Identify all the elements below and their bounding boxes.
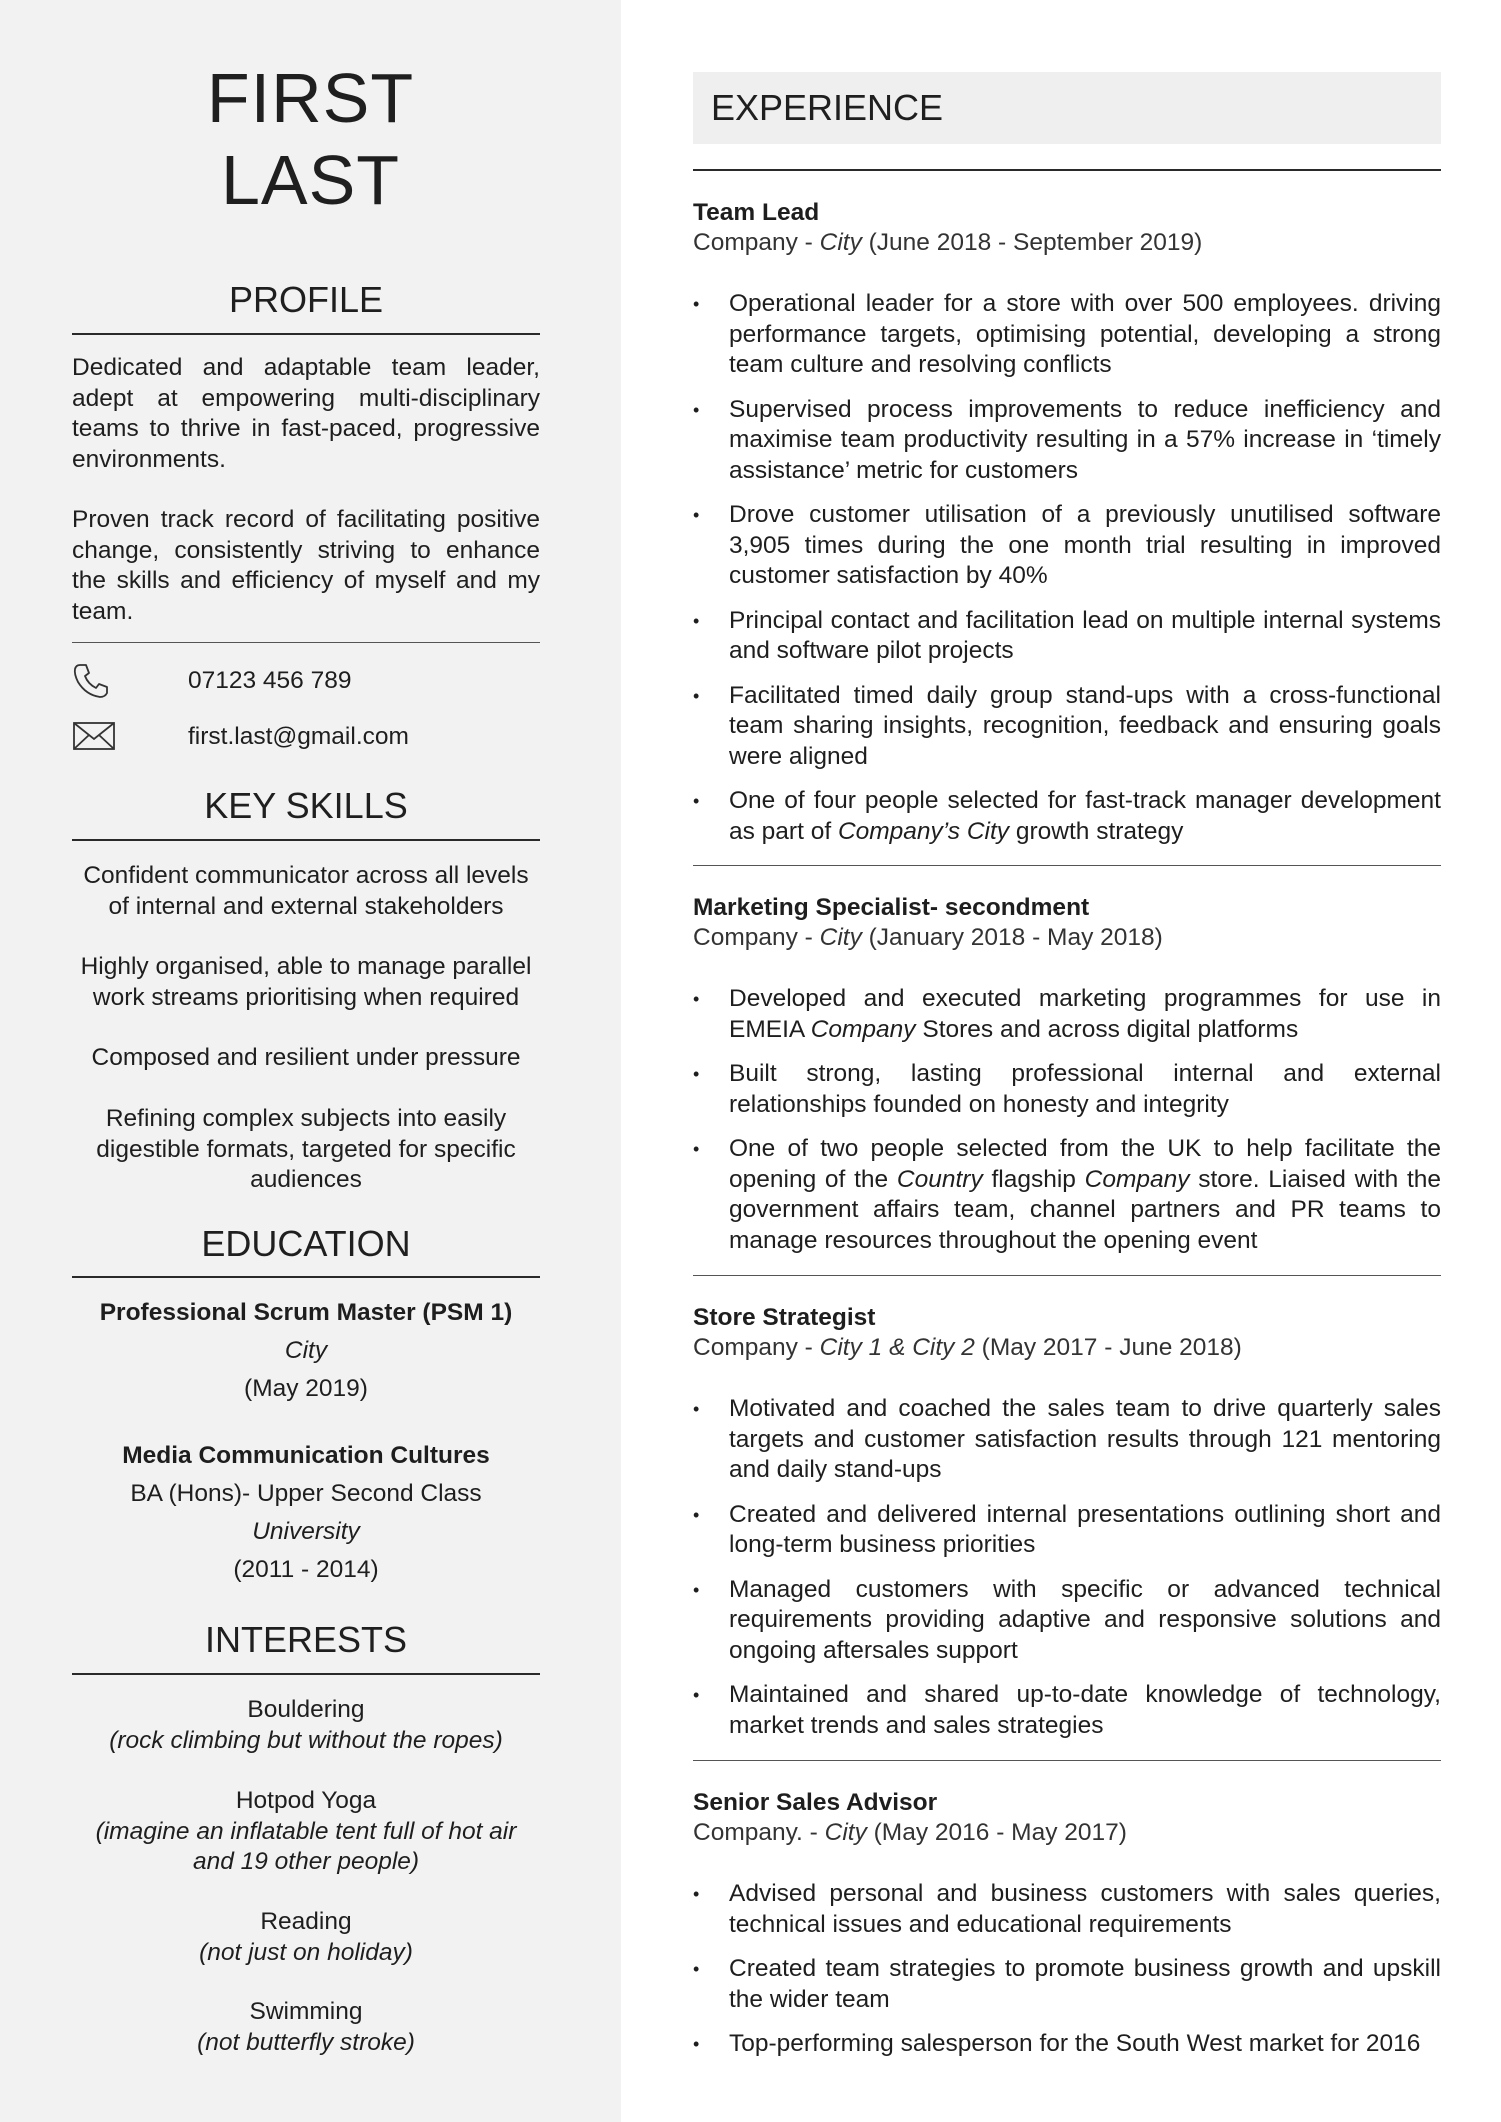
bullet-text: flagship xyxy=(982,1165,1085,1193)
job-separator: - xyxy=(797,229,820,256)
bullet-text: Created team strategies to promote business growth and upskill the wider team xyxy=(729,1955,1448,2013)
job-company: Company xyxy=(693,1334,798,1361)
job-dates: (May 2016 - May 2017) xyxy=(866,1819,1127,1846)
email-address[interactable]: first.last@gmail.com xyxy=(188,723,409,750)
job-bullet xyxy=(693,289,1448,381)
job-bullets xyxy=(693,289,1448,861)
skills-heading: KEY SKILLS xyxy=(204,785,408,826)
profile-paragraph-2: Proven track record of facilitating positive change, consistently striving to enhance the skills and efficiency of myself and my team. xyxy=(72,506,540,625)
job-separator: - xyxy=(797,924,820,951)
bullet-text: Facilitated timed daily group stand-ups with a cross-functional team sharing insights, recognition, feedback and ensuring goals were aligned xyxy=(729,681,1448,770)
job-bullet xyxy=(693,786,1448,847)
skill-item: Refining complex subjects into easily digestible formats, targeted for specific audiences xyxy=(96,1105,516,1193)
job-bullet xyxy=(693,1575,1448,1667)
skill-item: Highly organised, able to manage parallel work streams prioritising when required xyxy=(80,953,532,1011)
job-city: City xyxy=(819,229,862,256)
job-bullet xyxy=(693,1879,1448,1940)
bullet-text: Built strong, lasting professional internal and external relationships founded on honesty and integrity xyxy=(729,1060,1448,1118)
interest-note: (not butterfly stroke) xyxy=(197,2028,415,2056)
bullet-italic-text: Company xyxy=(810,1015,916,1043)
interest-name: Bouldering xyxy=(247,1696,365,1723)
interest-item xyxy=(72,1907,540,1968)
bullet-text: Developed and executed marketing programmes for use in EMEIA xyxy=(729,985,1448,1043)
job-title: Team Lead xyxy=(693,199,820,226)
experience-heading: EXPERIENCE xyxy=(711,87,944,128)
job-bullet xyxy=(693,681,1448,773)
job-bullets xyxy=(693,1394,1448,1755)
bullet-text: Created and delivered internal presentations outlining short and long-term business priorities xyxy=(729,1500,1448,1558)
job-bullet xyxy=(693,1954,1448,2015)
education-date-1: (May 2019) xyxy=(244,1375,368,1402)
job-bullet xyxy=(693,1134,1448,1256)
bullet-text: Advised personal and business customers with sales queries, technical issues and educational requirements xyxy=(729,1880,1448,1938)
job-dates: (January 2018 - May 2018) xyxy=(861,924,1163,951)
job-divider xyxy=(693,1760,1441,1761)
job-bullet xyxy=(693,1680,1448,1741)
interest-item xyxy=(72,1695,540,1756)
skill-item: Composed and resilient under pressure xyxy=(91,1044,521,1071)
education-date-2: (2011 - 2014) xyxy=(233,1556,379,1583)
experience-divider xyxy=(693,169,1441,171)
education-title-2: Media Communication Cultures xyxy=(122,1442,490,1469)
first-name: FIRST xyxy=(206,59,415,137)
job-bullet xyxy=(693,606,1448,667)
interest-item xyxy=(72,1997,540,2058)
skill-item: Confident communicator across all levels of internal and external stakeholders xyxy=(83,862,529,920)
interests-divider xyxy=(72,1673,540,1675)
job-company-line xyxy=(693,923,1163,953)
job-title: Marketing Specialist- secondment xyxy=(693,894,1090,921)
bullet-italic-text: Country xyxy=(896,1165,983,1193)
job-dates: (May 2017 - June 2018) xyxy=(974,1334,1242,1361)
bullet-text: Supervised process improvements to reduce inefficiency and maximise team productivity resulting in a 57% increase in ‘timely assistance’ metric for customers xyxy=(729,395,1448,484)
job-company: Company xyxy=(693,924,798,951)
bullet-text: Stores and across digital platforms xyxy=(915,1015,1299,1043)
bullet-text: Principal contact and facilitation lead on multiple internal systems and software pilot projects xyxy=(729,606,1448,664)
job-bullet xyxy=(693,395,1448,487)
phone-icon xyxy=(72,662,112,700)
last-name: LAST xyxy=(220,141,401,219)
job-dates: (June 2018 - September 2019) xyxy=(861,229,1203,256)
job-divider xyxy=(693,1275,1441,1276)
job-company-line xyxy=(693,228,1202,258)
job-bullet xyxy=(693,1500,1448,1561)
contact-divider xyxy=(72,642,540,643)
profile-divider xyxy=(72,333,540,335)
interest-note: (imagine an inflatable tent full of hot air and 19 other people) xyxy=(95,1817,517,1875)
job-bullet xyxy=(693,1394,1448,1486)
job-divider xyxy=(693,865,1441,866)
bullet-text: Operational leader for a store with over 500 employees. driving performance targets, optimising potential, developing a strong team culture and resolving conflicts xyxy=(729,290,1448,378)
bullet-text: Motivated and coached the sales team to drive quarterly sales targets and customer satisfaction results through 121 mentoring and daily stand-ups xyxy=(729,1395,1448,1483)
interest-item xyxy=(72,1786,540,1878)
job-separator: - xyxy=(802,1819,825,1846)
bullet-text: Managed customers with specific or advanced technical requirements providing adaptive and responsive solutions and ongoing aftersales support xyxy=(729,1575,1448,1664)
profile-paragraph-1: Dedicated and adaptable team leader, adept at empowering multi-disciplinary teams to thrive in fast-paced, progressive environments. xyxy=(72,354,540,473)
job-bullets xyxy=(693,1879,1448,2074)
left-column xyxy=(0,0,621,2122)
education-heading: EDUCATION xyxy=(201,1223,411,1264)
bullet-text: store. Liaised with the government affairs team, channel partners and PR teams to manage resources throughout the opening event xyxy=(729,1165,1448,1254)
job-bullet xyxy=(693,1059,1448,1120)
phone-number[interactable]: 07123 456 789 xyxy=(188,667,352,694)
interest-name: Hotpod Yoga xyxy=(235,1787,377,1814)
job-company-line xyxy=(693,1818,1127,1848)
job-title: Senior Sales Advisor xyxy=(693,1789,938,1816)
interest-name: Reading xyxy=(260,1908,352,1935)
profile-heading: PROFILE xyxy=(228,279,384,320)
bullet-text: One of two people selected from the UK to help facilitate the opening of the xyxy=(729,1135,1448,1193)
job-company-line xyxy=(693,1333,1242,1363)
job-city: City xyxy=(819,924,862,951)
job-bullets xyxy=(693,984,1448,1270)
education-title-1: Professional Scrum Master (PSM 1) xyxy=(99,1299,513,1326)
education-divider xyxy=(72,1276,540,1278)
job-bullet xyxy=(693,984,1448,1045)
experience-header xyxy=(693,72,1441,144)
right-column xyxy=(693,0,1448,2122)
envelope-icon xyxy=(72,718,116,752)
interest-name: Swimming xyxy=(249,1998,363,2025)
interests-heading: INTERESTS xyxy=(204,1619,408,1660)
job-separator: - xyxy=(797,1334,820,1361)
email-row xyxy=(72,718,540,758)
job-title: Store Strategist xyxy=(693,1304,876,1331)
bullet-text: growth strategy xyxy=(1009,817,1184,845)
education-degree-2: BA (Hons)- Upper Second Class xyxy=(130,1480,482,1507)
job-bullet xyxy=(693,2029,1441,2060)
bullet-italic-text: Company’s City xyxy=(837,817,1010,845)
bullet-italic-text: Company xyxy=(1084,1165,1190,1193)
interest-note: (not just on holiday) xyxy=(199,1938,413,1966)
phone-row xyxy=(72,662,540,702)
job-bullet xyxy=(693,500,1448,592)
skills-divider xyxy=(72,839,540,841)
job-city: City 1 & City 2 xyxy=(819,1334,975,1361)
education-place-1: City xyxy=(284,1337,328,1364)
bullet-text: Top-performing salesperson for the South West market for 2016 xyxy=(729,2030,1421,2057)
interest-note: (rock climbing but without the ropes) xyxy=(109,1726,503,1754)
education-place-2: University xyxy=(252,1518,360,1545)
job-company: Company xyxy=(693,229,798,256)
bullet-text: One of four people selected for fast-track manager development as part of xyxy=(729,787,1448,845)
bullet-text: Drove customer utilisation of a previously unutilised software 3,905 times during the one month trial resulting in improved customer satisfaction by 40% xyxy=(729,501,1448,589)
job-city: City xyxy=(824,1819,867,1846)
job-company: Company. xyxy=(693,1819,803,1846)
bullet-text: Maintained and shared up-to-date knowledge of technology, market trends and sales strategies xyxy=(729,1681,1448,1739)
